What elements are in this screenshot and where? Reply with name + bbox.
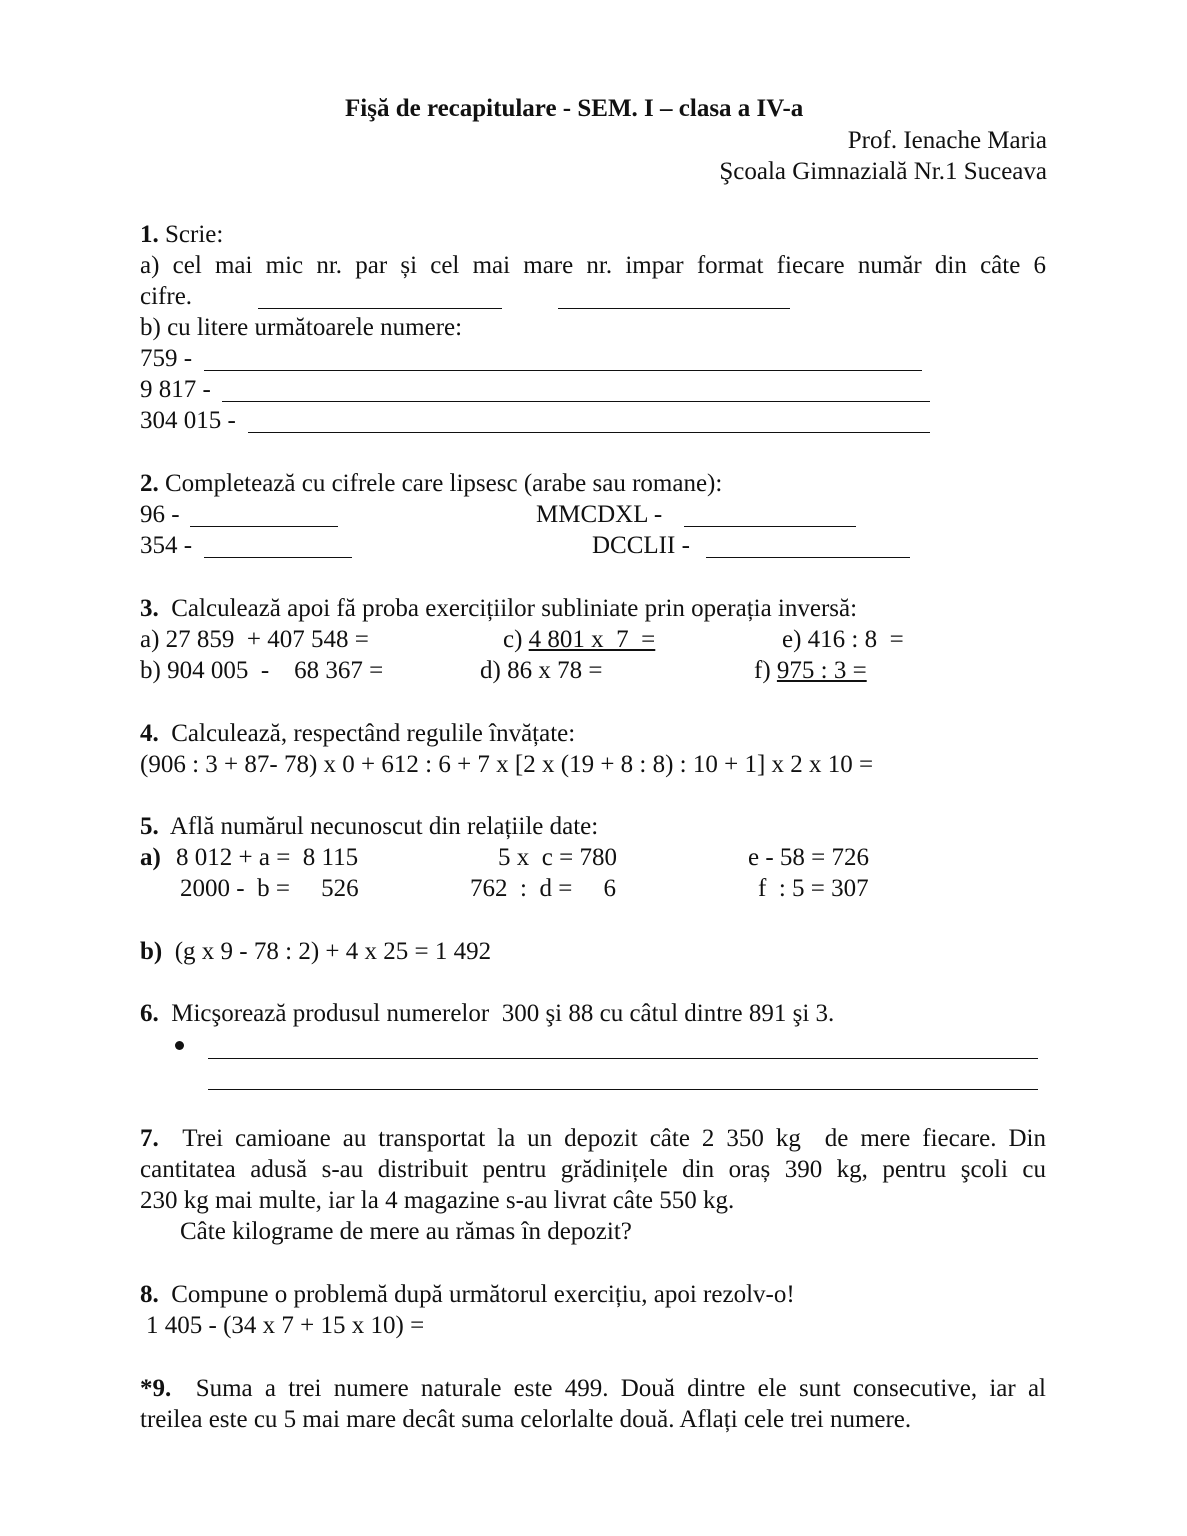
ex1-heading: [140, 220, 223, 250]
ex5-r2-c2: 762 : d = 6: [470, 875, 617, 902]
ex7-question: Câte kilograme de mere au rămas în depozit?: [180, 1218, 632, 1245]
ex6-answer-blank-1[interactable]: [208, 1058, 1038, 1059]
ex5-b-expr: (g x 9 - 78 : 2) + 4 x 25 = 1 492: [174, 938, 492, 965]
ex1-intro: Scrie:: [165, 221, 224, 248]
ex2-right-1: MMCDXL -: [536, 501, 663, 528]
ex3-d: d) 86 x 78 =: [480, 657, 603, 684]
ex5-r2-c3: f : 5 = 307: [758, 875, 869, 902]
ex6-answer-blank-2[interactable]: [208, 1089, 1038, 1090]
ex7-number: 7.: [140, 1125, 159, 1152]
ex4-heading: [140, 719, 575, 749]
ex2-left-2: 354 -: [140, 532, 193, 559]
ex8-heading: [140, 1280, 795, 1310]
ex3-c-expr: 4 801 x 7 =: [528, 626, 656, 653]
ex4-title: Calculează, respectând regulile învățate:: [171, 720, 576, 747]
ex3-c-label: c): [503, 626, 523, 653]
ex3-c: [503, 625, 655, 655]
ex8-title: Compune o problemă după următorul exercițiu, apoi rezolv-o!: [171, 1281, 795, 1308]
ex6-bullet-icon: [175, 1041, 184, 1050]
ex7-text-line1: Trei camioane au transportat la un depozit câte 2 350 kg de mere fiecare. Din: [182, 1125, 1046, 1152]
ex2-right-2: DCCLII -: [592, 532, 690, 559]
ex1-number: 1.: [140, 221, 159, 248]
ex2-blank-left-2[interactable]: [204, 557, 352, 558]
ex5-number: 5.: [140, 813, 159, 840]
ex3-a: a) 27 859 + 407 548 =: [140, 626, 369, 653]
ex1-blank-9817[interactable]: [222, 401, 930, 402]
ex8-expression: 1 405 - (34 x 7 + 15 x 10) =: [146, 1312, 425, 1339]
ex2-blank-right-2[interactable]: [706, 557, 910, 558]
ex5-r1-c2: 5 x c = 780: [498, 844, 617, 871]
ex6-number: 6.: [140, 1000, 159, 1027]
ex9-text-line1: Suma a trei numere naturale este 499. Două dintre ele sunt consecutive, iar al: [195, 1375, 1046, 1402]
ex7-line2: cantitatea adusă s-au distribuit pentru grădinițele din oraș 390 kg, pentru şcoli cu: [140, 1156, 1046, 1183]
ex1-number-759: 759 -: [140, 345, 193, 372]
ex2-heading: [140, 469, 722, 499]
ex3-title: Calculează apoi fă proba exercițiilor subliniate prin operația inversă:: [171, 595, 858, 622]
ex3-number: 3.: [140, 595, 159, 622]
ex5-r1-c1: 8 012 + a = 8 115: [176, 844, 359, 871]
ex1-number-304015: 304 015 -: [140, 407, 236, 434]
ex5-b: [140, 937, 491, 967]
ex5-heading: [140, 812, 598, 842]
ex4-expression: (906 : 3 + 87- 78) x 0 + 612 : 6 + 7 x [2 x (19 + 8 : 8) : 10 + 1] x 2 x 10 =: [140, 751, 874, 778]
ex5-a-label: a): [140, 844, 161, 871]
ex1-a-line1: a) cel mai mic nr. par și cel mai mare nr. impar format fiecare număr din câte 6: [140, 252, 1046, 279]
ex2-blank-left-1[interactable]: [190, 526, 338, 527]
ex8-number: 8.: [140, 1281, 159, 1308]
ex7-line3: 230 kg mai multe, iar la 4 magazine s-au livrat câte 550 kg.: [140, 1187, 735, 1214]
ex4-number: 4.: [140, 720, 159, 747]
ex7-line1: [140, 1124, 1046, 1154]
page-title: Fişă de recapitulare - SEM. I – clasa a IV-a: [345, 95, 804, 122]
ex9-line2: treilea este cu 5 mai mare decât suma celorlalte două. Aflați cele trei numere.: [140, 1406, 912, 1433]
ex6-title: Micşorează produsul numerelor 300 şi 88 cu câtul dintre 891 şi 3.: [171, 1000, 835, 1027]
ex3-heading: [140, 594, 857, 624]
ex6-heading: [140, 999, 834, 1029]
ex3-f-label: f): [754, 657, 771, 684]
ex3-e: e) 416 : 8 =: [782, 626, 904, 653]
ex5-title: Află numărul necunoscut din relațiile date:: [169, 813, 599, 840]
ex5-r2-c1: 2000 - b = 526: [180, 875, 359, 902]
ex5-r1-c3: e - 58 = 726: [748, 844, 870, 871]
ex3-b: b) 904 005 - 68 367 =: [140, 657, 384, 684]
ex2-blank-right-1[interactable]: [684, 526, 856, 527]
ex3-f-expr: 975 : 3 =: [776, 657, 867, 684]
ex3-f: [754, 656, 867, 686]
ex9-number: *9.: [140, 1375, 172, 1402]
ex9-line1: [140, 1374, 1046, 1404]
ex2-number: 2.: [140, 470, 159, 497]
school: Şcoala Gimnazială Nr.1 Suceava: [719, 158, 1047, 185]
ex2-title: Completează cu cifrele care lipsesc (arabe sau romane):: [165, 470, 723, 497]
ex1-a-line2: cifre.: [140, 283, 193, 310]
author: Prof. Ienache Maria: [847, 127, 1047, 154]
ex1-number-9817: 9 817 -: [140, 376, 211, 403]
ex1-answer-blank-2[interactable]: [558, 308, 790, 309]
ex1-answer-blank-1[interactable]: [258, 308, 502, 309]
ex1-b-intro: b) cu litere următoarele numere:: [140, 314, 463, 341]
ex5-b-label: b): [140, 938, 163, 965]
ex1-blank-304015[interactable]: [248, 432, 930, 433]
ex2-left-1: 96 -: [140, 501, 180, 528]
ex1-blank-759[interactable]: [204, 370, 922, 371]
